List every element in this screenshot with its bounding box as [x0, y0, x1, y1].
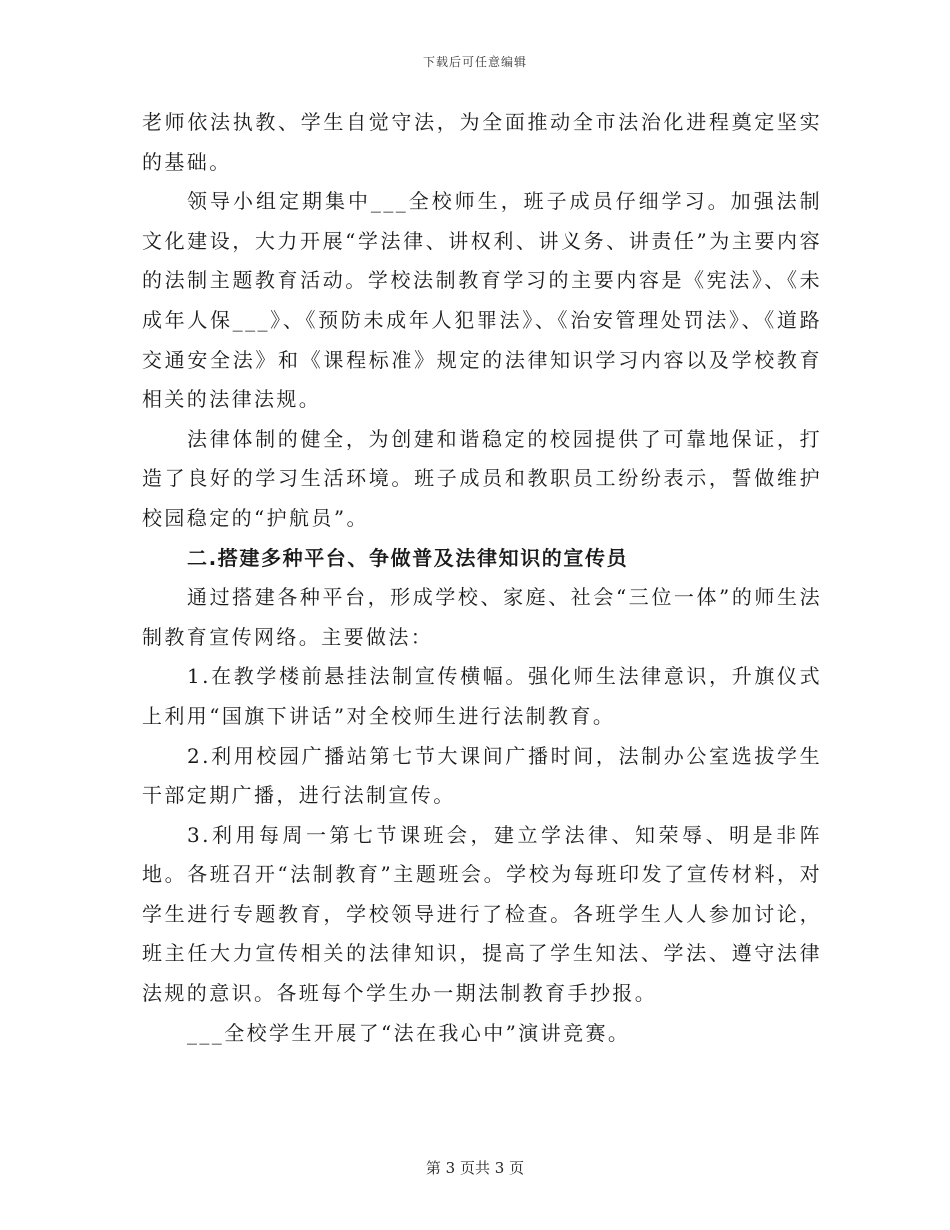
list-item-3: 3.利用每周一第七节课班会，建立学法律、知荣辱、明是非阵地。各班召开“法制教育”主题班会。学校为每班印发了宣传材料，对学生进行专题教育，学校领导进行了检查。各班学生人人参加讨论，班主任大力宣传相关的法律知识，提高了学生知法、学法、遵守法律法规的意识。各班每个学生办一期法制教育手抄报。: [142, 822, 822, 1006]
paragraph-legal-system: 法律体制的健全，为创建和谐稳定的校园提供了可靠地保证，打造了良好的学习生活环境。班子成员和教职员工纷纷表示，誓做维护校园稳定的“护航员”。: [142, 426, 822, 530]
paragraph-platforms: 通过搭建各种平台，形成学校、家庭、社会“三位一体”的师生法制教育宣传网络。主要做法：: [142, 585, 822, 649]
list-item-1: 1.在教学楼前悬挂法制宣传横幅。强化师生法律意识，升旗仪式上利用“国旗下讲话”对全校师生进行法制教育。: [142, 664, 822, 728]
section-heading: 二.搭建多种平台、争做普及法律知识的宣传员: [187, 545, 629, 570]
paragraph-speech-contest: ___全校学生开展了“法在我心中”演讲竞赛。: [187, 1020, 631, 1045]
list-item-2: 2.利用校园广播站第七节大课间广播时间，法制办公室选拔学生干部定期广播，进行法制宣传。: [142, 743, 822, 808]
paragraph-continuation: 老师依法执教、学生自觉守法，为全面推动全市法治化进程奠定坚实的基础。: [142, 110, 822, 174]
document-body: [142, 103, 822, 1053]
page-header: 下载后可任意编辑: [422, 55, 527, 69]
page-footer: 第 3 页共 3 页: [425, 1159, 525, 1177]
paragraph-leadership-group: 领导小组定期集中___全校师生，班子成员仔细学习。加强法制文化建设，大力开展“学法律、讲权利、讲义务、讲责任”为主要内容的法制主题教育活动。学校法制教育学习的主要内容是《宪法》、《未成年人保___》、《预防未成年人犯罪法》、《治安管理处罚法》、《道路交通安全法》和《课程标准》规定的法律知识学习内容以及学校教育相关的法律法规。: [142, 189, 822, 412]
